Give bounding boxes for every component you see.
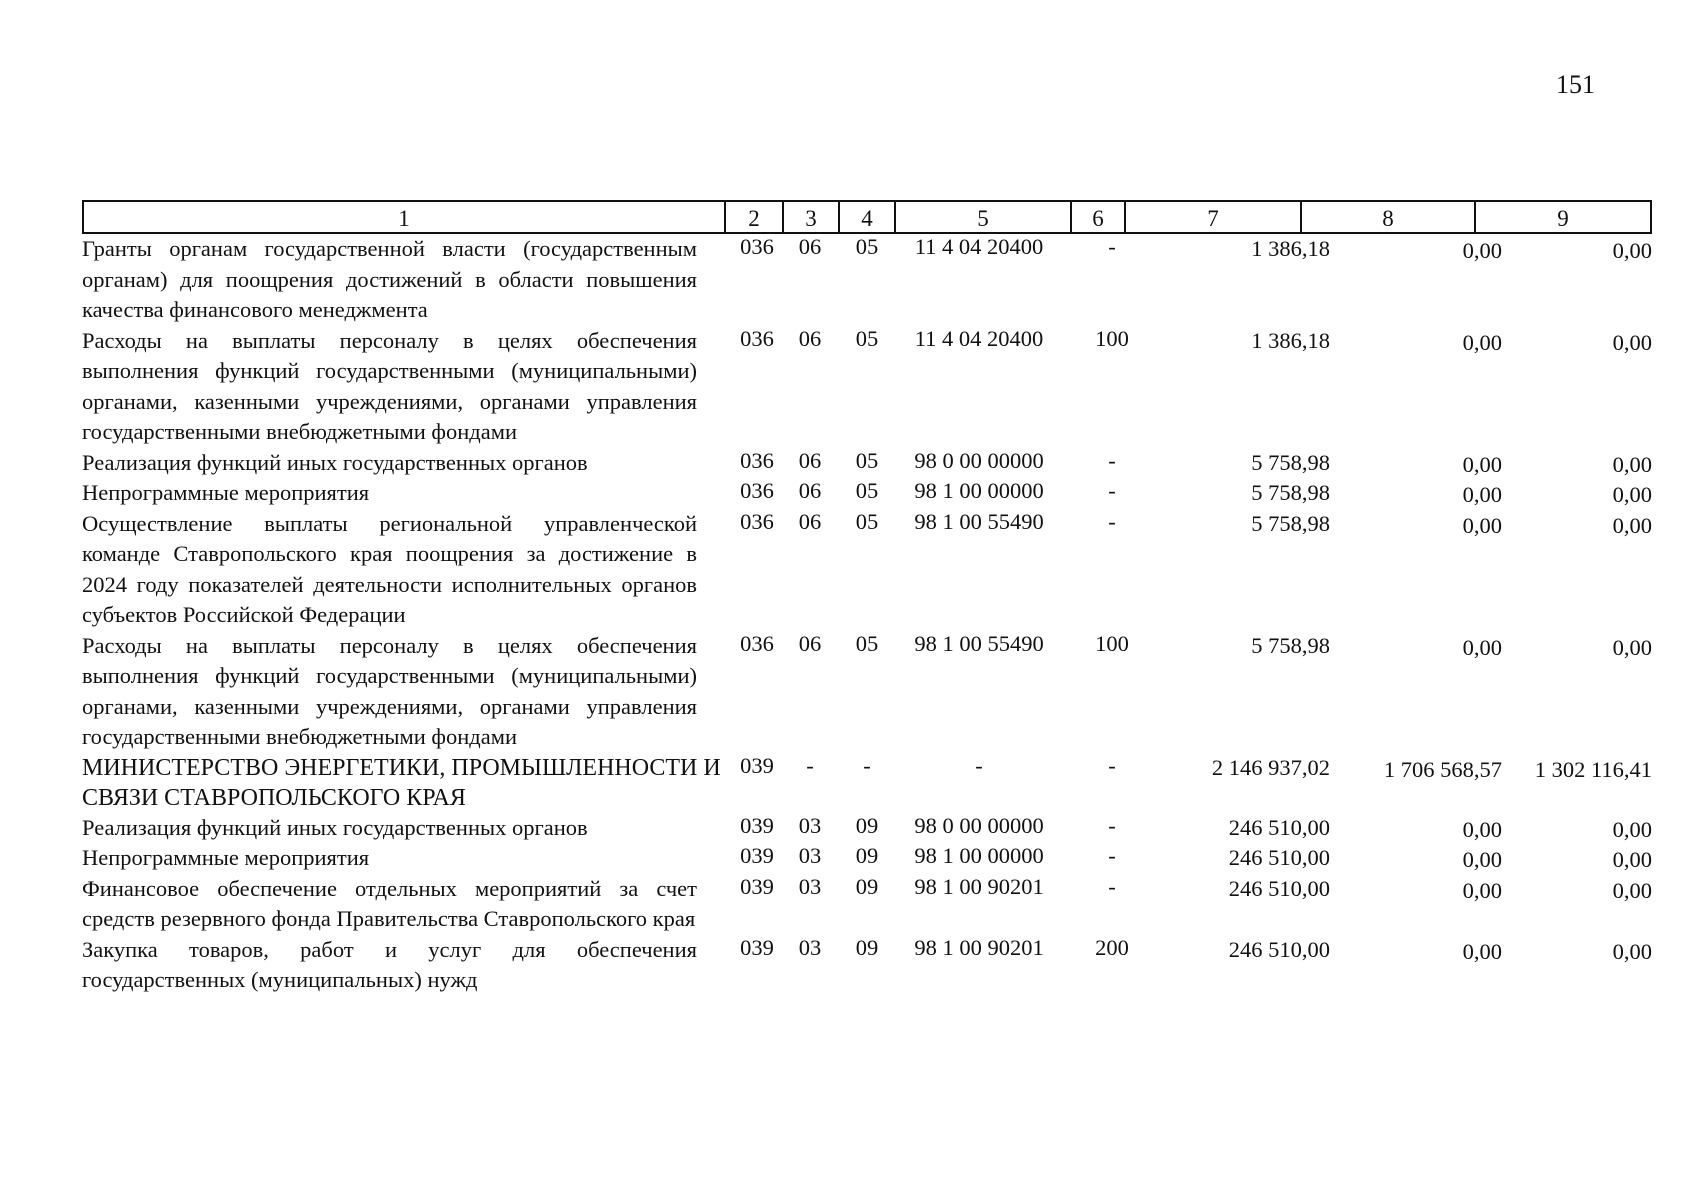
row-col-6: - bbox=[1108, 873, 1116, 899]
row-col-3: 03 bbox=[798, 873, 822, 899]
row-col-3: 06 bbox=[798, 478, 822, 503]
row-col-5: 98 0 00 00000 bbox=[914, 447, 1044, 473]
row-col-5: 98 1 00 55490 bbox=[914, 508, 1044, 534]
row-col-8: 0,00 bbox=[1462, 329, 1502, 355]
row-name: Расходы на выплаты персоналу в целях обеспечения выполнения функций государственными (муниципальными) органами, казенными учреждениями, органами управления государственными внебюджетными фондами bbox=[82, 327, 697, 444]
row-col-9: 1 302 116,41 bbox=[1534, 756, 1652, 782]
page-number: 151 bbox=[1556, 70, 1595, 99]
row-col-6: 100 bbox=[1095, 630, 1129, 656]
row-col-8: 0,00 bbox=[1462, 877, 1502, 903]
row-col-8: 0,00 bbox=[1462, 238, 1502, 263]
row-col-6: - bbox=[1108, 478, 1116, 503]
row-col-9: 0,00 bbox=[1612, 238, 1652, 263]
row-col-9: 0,00 bbox=[1612, 938, 1652, 964]
row-col-4: 09 bbox=[855, 812, 879, 838]
table-row bbox=[82, 448, 1652, 479]
row-col-5: 11 4 04 20400 bbox=[914, 325, 1044, 351]
row-col-3: 03 bbox=[798, 812, 822, 838]
row-col-6: 100 bbox=[1095, 325, 1129, 351]
row-col-6: - bbox=[1108, 508, 1116, 534]
table-row bbox=[82, 935, 1652, 996]
row-col-7: 5 758,98 bbox=[1251, 632, 1330, 658]
row-col-8: 0,00 bbox=[1462, 816, 1502, 842]
row-col-4: 05 bbox=[855, 234, 879, 259]
row-col-2: 036 bbox=[740, 447, 774, 473]
budget-table bbox=[82, 200, 1652, 996]
header-col-4: 4 bbox=[838, 202, 894, 232]
row-col-4: 05 bbox=[855, 478, 879, 503]
row-col-6: - bbox=[1108, 812, 1116, 838]
row-col-2: 036 bbox=[740, 234, 774, 259]
row-col-6: - bbox=[1108, 843, 1116, 868]
table-row bbox=[82, 874, 1652, 935]
header-col-5: 5 bbox=[894, 202, 1070, 232]
row-col-2: 036 bbox=[740, 325, 774, 351]
row-name: МИНИСТЕРСТВО ЭНЕРГЕТИКИ, ПРОМЫШЛЕННОСТИ И СВЯЗИ СТАВРОПОЛЬСКОГО КРАЯ bbox=[82, 754, 721, 811]
row-col-7: 1 386,18 bbox=[1251, 327, 1330, 353]
table-row bbox=[82, 753, 1652, 813]
table-row bbox=[82, 509, 1652, 631]
row-col-7: 5 758,98 bbox=[1251, 449, 1330, 475]
row-col-2: 036 bbox=[740, 478, 774, 503]
row-col-5: 11 4 04 20400 bbox=[914, 234, 1044, 259]
row-col-3: 06 bbox=[798, 234, 822, 259]
row-col-9: 0,00 bbox=[1612, 482, 1652, 507]
table-header-row bbox=[82, 200, 1652, 234]
row-col-4: 05 bbox=[855, 630, 879, 656]
row-col-7: 1 386,18 bbox=[1251, 236, 1330, 261]
row-col-8: 0,00 bbox=[1462, 938, 1502, 964]
row-name: Гранты органам государственной власти (государственным органам) для поощрения достижений в области повышения качества финансового менеджмента bbox=[82, 236, 697, 322]
row-col-8: 0,00 bbox=[1462, 482, 1502, 507]
row-col-4: 05 bbox=[855, 508, 879, 534]
row-col-3: 06 bbox=[798, 325, 822, 351]
row-col-3: 06 bbox=[798, 447, 822, 473]
row-col-6: - bbox=[1108, 447, 1116, 473]
row-col-9: 0,00 bbox=[1612, 451, 1652, 477]
row-col-5: 98 1 00 55490 bbox=[914, 630, 1044, 656]
row-col-4: 09 bbox=[855, 873, 879, 899]
row-col-4: 09 bbox=[855, 843, 879, 868]
row-name: Непрограммные мероприятия bbox=[82, 845, 370, 870]
row-col-8: 1 706 568,57 bbox=[1383, 756, 1502, 782]
row-col-3: 06 bbox=[798, 630, 822, 656]
row-col-5: - bbox=[975, 752, 983, 778]
row-col-4: 05 bbox=[855, 325, 879, 351]
table-body bbox=[82, 234, 1652, 996]
row-col-5: 98 1 00 00000 bbox=[914, 478, 1044, 503]
row-col-4: - bbox=[863, 752, 871, 778]
table-row bbox=[82, 478, 1652, 509]
row-col-8: 0,00 bbox=[1462, 512, 1502, 538]
header-col-7: 7 bbox=[1124, 202, 1300, 232]
row-col-4: 09 bbox=[855, 934, 879, 960]
row-col-7: 2 146 937,02 bbox=[1211, 754, 1330, 780]
row-name: Финансовое обеспечение отдельных мероприятий за счет средств резервного фонда Правительства Ставропольского края bbox=[82, 875, 697, 931]
row-col-5: 98 0 00 00000 bbox=[914, 812, 1044, 838]
row-col-3: 06 bbox=[798, 508, 822, 534]
row-col-7: 246 510,00 bbox=[1228, 814, 1330, 840]
row-col-7: 246 510,00 bbox=[1228, 845, 1330, 870]
header-col-2: 2 bbox=[724, 202, 782, 232]
row-col-6: - bbox=[1108, 752, 1116, 778]
row-col-5: 98 1 00 90201 bbox=[914, 934, 1044, 960]
row-name: Расходы на выплаты персоналу в целях обеспечения выполнения функций государственными (муниципальными) органами, казенными учреждениями, органами управления государственными внебюджетными фондами bbox=[82, 632, 697, 749]
row-col-2: 039 bbox=[740, 752, 774, 778]
row-name: Реализация функций иных государственных органов bbox=[82, 814, 588, 840]
row-col-4: 05 bbox=[855, 447, 879, 473]
row-col-2: 039 bbox=[740, 843, 774, 868]
row-col-7: 246 510,00 bbox=[1228, 875, 1330, 901]
header-col-1: 1 bbox=[398, 206, 410, 231]
row-col-2: 039 bbox=[740, 812, 774, 838]
row-name: Непрограммные мероприятия bbox=[82, 480, 370, 505]
row-col-7: 5 758,98 bbox=[1251, 510, 1330, 536]
header-col-3: 3 bbox=[782, 202, 838, 232]
row-col-9: 0,00 bbox=[1612, 816, 1652, 842]
row-col-5: 98 1 00 90201 bbox=[914, 873, 1044, 899]
row-col-8: 0,00 bbox=[1462, 847, 1502, 872]
row-col-2: 039 bbox=[740, 934, 774, 960]
row-col-8: 0,00 bbox=[1462, 634, 1502, 660]
row-col-6: 200 bbox=[1095, 934, 1129, 960]
table-row bbox=[82, 631, 1652, 753]
row-col-5: 98 1 00 00000 bbox=[914, 843, 1044, 868]
row-name: Закупка товаров, работ и услуг для обеспечения государственных (муниципальных) нужд bbox=[82, 936, 697, 992]
row-col-7: 246 510,00 bbox=[1228, 936, 1330, 962]
row-name: Осуществление выплаты региональной управленческой команде Ставропольского края поощрения за достижение в 2024 году показателей деятельности исполнительных органов субъектов Российской Федерации bbox=[82, 510, 697, 627]
row-col-6: - bbox=[1108, 234, 1116, 259]
table-row bbox=[82, 843, 1652, 874]
row-col-2: 036 bbox=[740, 630, 774, 656]
row-name: Реализация функций иных государственных органов bbox=[82, 449, 588, 475]
row-col-3: 03 bbox=[798, 934, 822, 960]
header-col-8: 8 bbox=[1300, 202, 1474, 232]
row-col-9: 0,00 bbox=[1612, 329, 1652, 355]
header-col-9: 9 bbox=[1474, 202, 1650, 232]
row-col-9: 0,00 bbox=[1612, 634, 1652, 660]
row-col-3: - bbox=[806, 752, 814, 778]
header-col-6: 6 bbox=[1070, 202, 1124, 232]
table-row bbox=[82, 234, 1652, 326]
table-row bbox=[82, 813, 1652, 844]
row-col-9: 0,00 bbox=[1612, 877, 1652, 903]
row-col-2: 039 bbox=[740, 873, 774, 899]
row-col-3: 03 bbox=[798, 843, 822, 868]
row-col-9: 0,00 bbox=[1612, 847, 1652, 872]
row-col-7: 5 758,98 bbox=[1251, 480, 1330, 505]
row-col-8: 0,00 bbox=[1462, 451, 1502, 477]
row-col-9: 0,00 bbox=[1612, 512, 1652, 538]
row-col-2: 036 bbox=[740, 508, 774, 534]
table-row bbox=[82, 326, 1652, 448]
